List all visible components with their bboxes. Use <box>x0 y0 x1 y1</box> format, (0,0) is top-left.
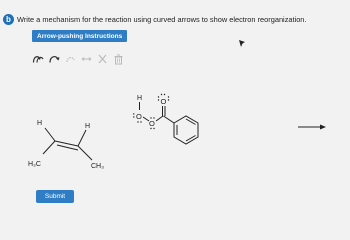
atom-label: H₃C <box>28 161 41 168</box>
question-text: Write a mechanism for the reaction using curved arrows to show electron reorganization. <box>17 15 307 24</box>
double-curved-arrow-icon[interactable] <box>32 53 45 65</box>
oc-bond <box>156 116 163 121</box>
move-arrows-icon[interactable] <box>80 53 93 65</box>
erase-arrow-icon[interactable] <box>64 53 77 65</box>
question-header <box>3 14 306 25</box>
alkene-molecule <box>28 120 104 170</box>
ch-bond <box>45 128 55 141</box>
alkene-bond <box>57 145 78 150</box>
alkene-bond <box>55 141 78 146</box>
cc-bond <box>43 141 55 154</box>
submit-button[interactable]: Submit <box>36 190 74 203</box>
arrow-toolbar <box>32 53 125 65</box>
atom-label: O <box>136 112 142 121</box>
arrow-pushing-instructions-button[interactable]: Arrow-pushing Instructions <box>32 30 127 42</box>
c-ring-bond <box>164 116 175 123</box>
atom-label: CH₃ <box>91 163 104 170</box>
reaction-arrow <box>298 125 326 130</box>
peracid-molecule <box>133 94 198 144</box>
atom-label: H <box>37 120 43 127</box>
benzene-ring <box>174 116 198 144</box>
oo-bond <box>143 117 149 121</box>
trash-icon[interactable] <box>112 53 125 65</box>
close-icon[interactable] <box>96 53 109 65</box>
atom-label: O <box>160 97 167 106</box>
atom-label: O <box>149 119 155 128</box>
part-badge: b <box>3 14 14 25</box>
mouse-cursor-icon <box>238 39 247 48</box>
atom-label: H <box>137 95 143 102</box>
ch-bond <box>78 130 86 146</box>
cc-bond <box>78 146 92 160</box>
atom-label: H <box>85 123 91 130</box>
single-curved-arrow-icon[interactable] <box>48 53 61 65</box>
